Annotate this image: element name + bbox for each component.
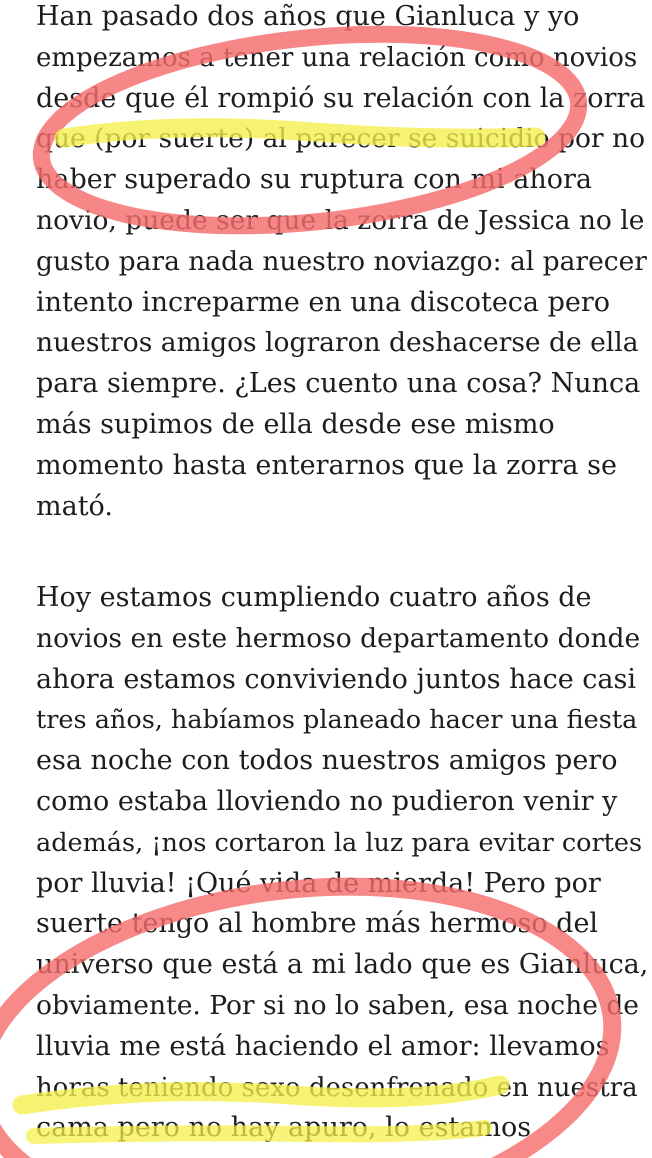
text-line: para siempre. ¿Les cuento una cosa? Nunca bbox=[36, 368, 641, 400]
text-line: ahora estamos conviviendo juntos hace casi bbox=[36, 663, 637, 695]
text-line: novios en este hermoso departamento donde bbox=[36, 622, 641, 654]
text-line: como estaba lloviendo no pudieron venir y bbox=[36, 785, 618, 817]
text-line: empezamos a tener una relación como novios bbox=[36, 42, 638, 73]
text-line: lluvia me está haciendo el amor: llevamos bbox=[36, 1030, 610, 1062]
text-line: que (por suerte) al parecer se suicidio por no bbox=[36, 123, 646, 155]
text-line: intento increparme en una discoteca pero bbox=[36, 286, 611, 318]
text-line: momento hasta enterarnos que la zorra se bbox=[36, 449, 617, 481]
story-paragraph-1 bbox=[36, 0, 647, 527]
text-line: horas teniendo sexo desenfrenado en nuestra bbox=[36, 1072, 638, 1103]
text-line: novio, puede ser que la zorra de Jessica no le bbox=[36, 204, 645, 236]
text-line: más supimos de ella desde ese mismo bbox=[36, 408, 555, 440]
text-line: esa noche con todos nuestros amigos pero bbox=[36, 745, 618, 777]
text-line: por lluvia! ¡Qué vida de mierda! Pero por bbox=[36, 867, 601, 899]
text-line: además, ¡nos cortaron la luz para evitar cortes bbox=[36, 827, 643, 858]
text-line: Hoy estamos cumpliendo cuatro años de bbox=[36, 582, 592, 613]
text-line: Han pasado dos años que Gianluca y yo bbox=[36, 1, 580, 32]
story-paragraph-2 bbox=[36, 578, 649, 1149]
text-line: tres años, habíamos planeado hacer una fiesta bbox=[36, 705, 638, 736]
text-line: desde que él rompió su relación con la zorra bbox=[36, 82, 646, 114]
text-line: haber superado su ruptura con mi ahora bbox=[36, 164, 593, 196]
text-line: cama pero no hay apuro, lo estamos bbox=[36, 1112, 532, 1144]
text-line: gusto para nada nuestro noviazgo: al parecer bbox=[36, 245, 647, 277]
text-line: obviamente. Por si no lo saben, esa noche de bbox=[36, 989, 639, 1021]
text-line: suerte tengo al hombre más hermoso del bbox=[36, 908, 599, 940]
text-line: mató. bbox=[36, 490, 113, 522]
text-line: nuestros amigos lograron deshacerse de ella bbox=[36, 327, 639, 359]
text-line: universo que está a mi lado que es Gianluca, bbox=[36, 949, 649, 981]
